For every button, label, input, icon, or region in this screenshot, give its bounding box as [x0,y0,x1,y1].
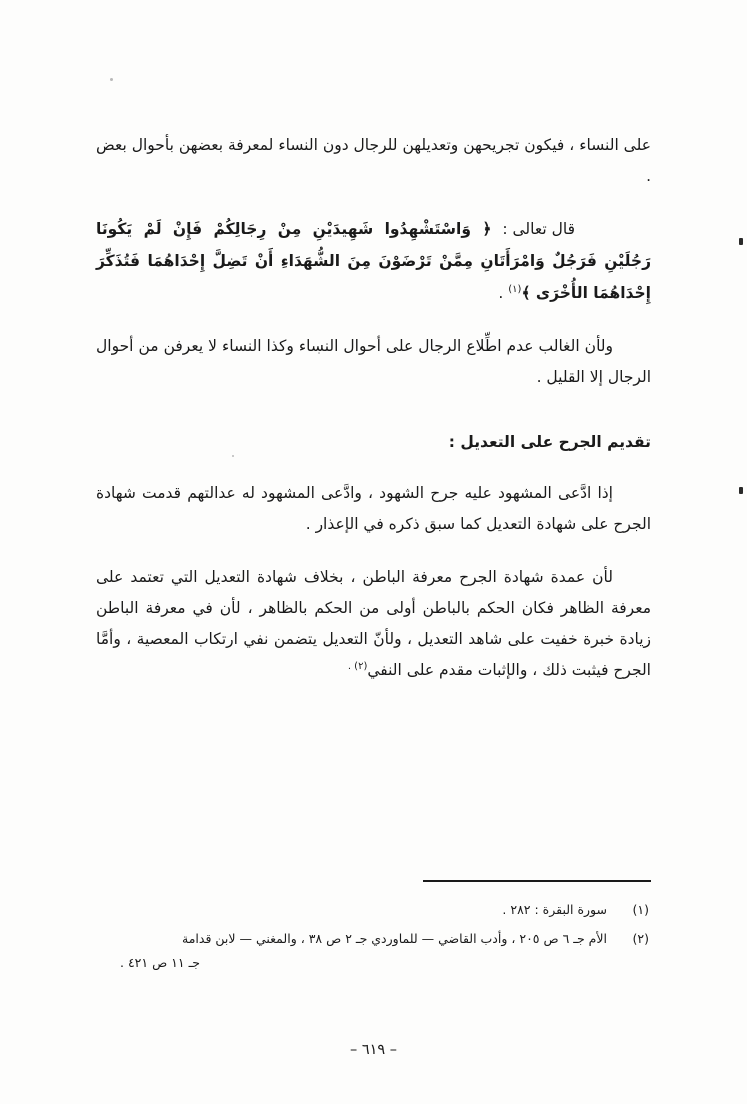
footnotes-section [96,880,651,970]
paragraph-3: ولأن الغالب عدم اطِّلاع الرجال على أحوال النساء وكذا النساء لا يعرفن من أحوال الرجال إلا القليل . [96,337,651,387]
footnote-item [96,927,651,951]
paragraph-4: إذا ادَّعى المشهود عليه جرح الشهود ، وادَّعى المشهود له عدالتهم قدمت شهادة الجرح على شهادة التعديل كما سبق ذكره في الإعذار . [96,484,651,534]
quran-footnote-marker: (١) [508,283,522,295]
footnote-item [96,898,651,922]
paragraph-1: على النساء ، فيكون تجريحهن وتعديلهن للرجال دون النساء لمعرفة بعضهن بأحوال بعض . [96,136,651,185]
footnote-continuation: جـ ١١ ص ٤٢١ . [120,955,200,971]
page-number: – ٦١٩ – [349,1042,398,1058]
paragraph-5-footnote-marker: (٢) . [347,661,368,673]
footnote-text: سورة البقرة : ٢٨٢ . [502,901,607,917]
margin-mark [739,487,743,494]
footnote-number: (٢) [632,931,649,947]
footnote-divider [423,880,651,882]
footnote-text: الأم جـ ٦ ص ٢٠٥ ، وأدب القاضي — للماوردي جـ ٢ ص ٣٨ ، والمغني — لابن قدامة [182,931,607,947]
scan-speck [110,78,113,81]
page-body [96,130,651,708]
quran-lead-in: قال تعالى : [502,220,575,238]
section-heading: تقديم الجرح على التعديل : [448,433,651,452]
paragraph-5 [96,562,651,686]
paragraph-5-text: لأن عمدة شهادة الجرح معرفة الباطن ، بخلاف شهادة التعديل التي تعتمد على معرفة الظاهر فكان الحكم بالباطن أولى من الحكم بالظاهر ، لأن في معرفة الباطن زيادة خبرة خفيت على شاهد التعديل ، ولأنّ التعديل يتضمن نفي ارتكاب المعصية ، وأمَّا الجرح فيثبت ذلك ، والإثبات مقدم على النفي [96,568,651,680]
quran-verse: ﴿ وَاسْتَشْهِدُوا شَهِيدَيْنِ مِنْ رِجَالِكُمْ فَإِنْ لَمْ يَكُونَا رَجُلَيْنِ فَرَجُلٌ وَامْرَأَتَانِ مِمَّنْ تَرْضَوْنَ مِنَ الشُّهَدَاءِ أَنْ تَضِلَّ إِحْدَاهُمَا فَتُذَكِّرَ إِحْدَاهُمَا الأُخْرَى ﴾ [96,220,651,302]
margin-mark [739,238,743,245]
footnote-number: (١) [632,901,649,917]
paragraph-quran-block: قال تعالى : ﴿ وَاسْتَشْهِدُوا شَهِيدَيْنِ مِنْ رِجَالِكُمْ فَإِنْ لَمْ يَكُونَا رَجُلَيْنِ فَرَجُلٌ وَامْرَأَتَانِ مِمَّنْ تَرْضَوْنَ مِنَ الشُّهَدَاءِ أَنْ تَضِلَّ إِحْدَاهُمَا فَتُذَكِّرَ إِحْدَاهُمَا الأُخْرَى ﴾$^{(١)}$ . [96,214,651,309]
